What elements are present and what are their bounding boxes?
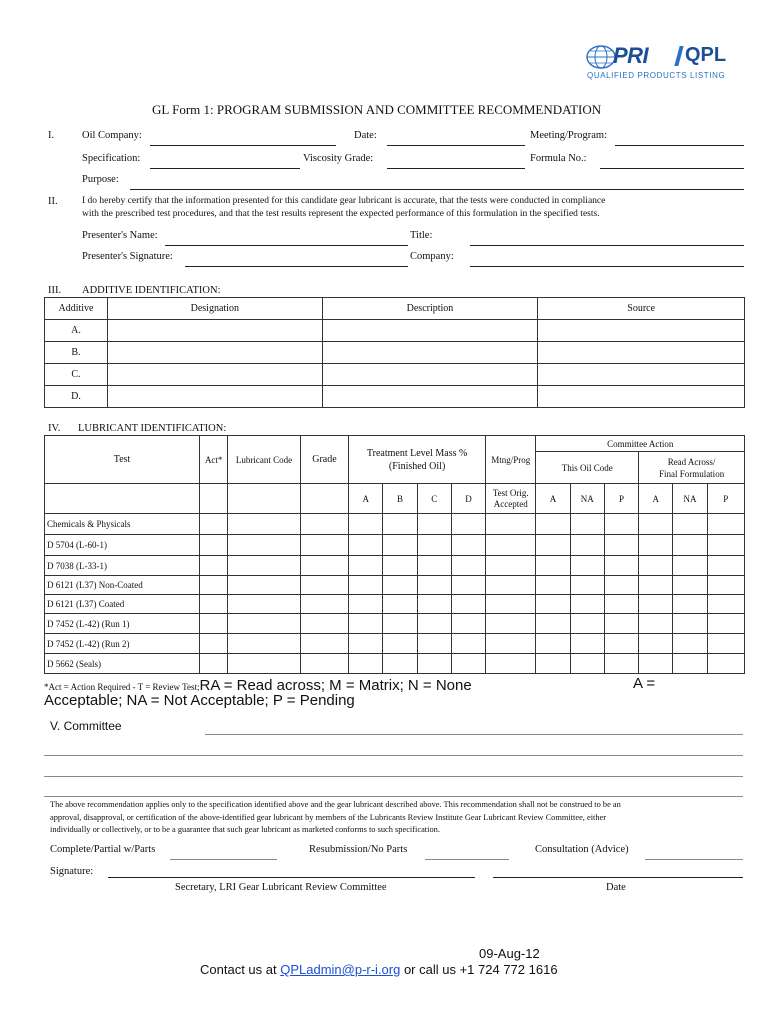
presenters-name-field[interactable] [165, 245, 408, 246]
data-cell[interactable] [536, 614, 570, 634]
data-cell[interactable] [200, 654, 228, 674]
lubricant-code-col-header: Lubricant Code [228, 436, 301, 484]
data-cell[interactable] [451, 634, 485, 654]
read-across-line1: Read Across/ [667, 456, 716, 467]
data-cell[interactable] [228, 576, 301, 595]
logo-brand: PRI [613, 43, 649, 68]
data-cell[interactable] [228, 535, 301, 556]
data-cell[interactable] [570, 595, 604, 614]
data-cell[interactable] [451, 556, 485, 576]
data-cell[interactable] [300, 514, 348, 535]
data-cell[interactable] [349, 514, 383, 535]
data-cell[interactable] [570, 576, 604, 595]
logo-tagline: QUALIFIED PRODUCTS LISTING [587, 71, 726, 80]
data-cell[interactable] [570, 556, 604, 576]
additive-col-header: Additive [45, 298, 108, 320]
additive-row-label: A. [45, 320, 108, 342]
data-cell[interactable] [383, 556, 417, 576]
table-row [45, 634, 745, 654]
data-cell[interactable] [604, 595, 638, 614]
test-name-cell: D 7038 (L-33-1) [45, 556, 200, 576]
signature-label: Signature: [50, 866, 94, 877]
data-cell[interactable] [707, 514, 744, 535]
data-cell[interactable] [383, 514, 417, 535]
data-cell[interactable] [639, 556, 673, 576]
lubricant-rows [45, 514, 745, 674]
data-cell[interactable] [417, 654, 451, 674]
this-oil-code-header: This Oil Code [536, 452, 639, 484]
data-cell[interactable] [639, 614, 673, 634]
designation-cell[interactable] [107, 364, 322, 386]
test-name-cell: D 5662 (Seals) [45, 654, 200, 674]
data-cell[interactable] [451, 654, 485, 674]
data-cell[interactable] [604, 654, 638, 674]
logo-divider [674, 46, 683, 66]
test-name-cell: Chemicals & Physicals [45, 514, 200, 535]
empty-header-cell [300, 484, 348, 514]
empty-header-cell [45, 484, 200, 514]
section-3-numeral: III. [48, 285, 62, 296]
date-caption: Date [606, 882, 626, 893]
data-cell[interactable] [228, 595, 301, 614]
test-name-cell: D 6121 (L37) Non-Coated [45, 576, 200, 595]
data-cell[interactable] [383, 634, 417, 654]
committee-label: V. Committee [50, 719, 122, 733]
data-cell[interactable] [673, 654, 707, 674]
data-cell[interactable] [639, 514, 673, 535]
data-cell[interactable] [383, 595, 417, 614]
designation-cell[interactable] [107, 320, 322, 342]
data-cell[interactable] [486, 576, 536, 595]
disclaimer-line2: approval, disapproval, or certification of the above-identified gear lubricant by members of the Lubricants Review Institute Gear Lubricant Review Committee, either [50, 813, 607, 822]
section-2-numeral: II. [48, 196, 58, 207]
data-cell[interactable] [673, 634, 707, 654]
committee-action-header: Committee Action [536, 436, 745, 452]
meeting-program-label: Meeting/Program: [530, 130, 607, 141]
data-cell[interactable] [200, 576, 228, 595]
this-oil-na-header: NA [570, 484, 604, 514]
data-cell[interactable] [570, 634, 604, 654]
mtng-prog-col-header: Mtng/Prog [486, 436, 536, 484]
viscosity-grade-field[interactable] [387, 168, 525, 169]
consultation-field[interactable] [645, 859, 743, 860]
data-cell[interactable] [300, 654, 348, 674]
footer-contact [200, 962, 558, 977]
contact-suffix: or call us +1 724 772 1616 [400, 962, 558, 977]
contact-email-link[interactable]: QPLadmin@p-r-i.org [280, 962, 401, 977]
lubricant-id-heading: LUBRICANT IDENTIFICATION: [78, 423, 227, 434]
resubmission-field[interactable] [425, 859, 509, 860]
data-cell[interactable] [570, 654, 604, 674]
data-cell[interactable] [604, 614, 638, 634]
source-col-header: Source [538, 298, 745, 320]
data-cell[interactable] [349, 634, 383, 654]
disclaimer-line1: The above recommendation applies only to the specification identified above and the gear lubricant described above. This recommendation shall not be construed to be an [50, 800, 621, 809]
treatment-level-line2: (Finished Oil) [388, 460, 446, 472]
viscosity-grade-label: Viscosity Grade: [303, 153, 374, 164]
data-cell[interactable] [383, 535, 417, 556]
act-col-header: Act* [200, 436, 228, 484]
pri-qpl-logo [585, 43, 745, 83]
table-row [45, 595, 745, 614]
secretary-caption: Secretary, LRI Gear Lubricant Review Committee [175, 882, 387, 893]
data-cell[interactable] [707, 614, 744, 634]
data-cell[interactable] [451, 514, 485, 535]
data-cell[interactable] [300, 614, 348, 634]
data-cell[interactable] [536, 556, 570, 576]
data-cell[interactable] [200, 514, 228, 535]
oil-company-field[interactable] [150, 145, 336, 146]
presenter-title-field[interactable] [470, 245, 744, 246]
data-cell[interactable] [486, 514, 536, 535]
data-cell[interactable] [200, 614, 228, 634]
data-cell[interactable] [417, 535, 451, 556]
data-cell[interactable] [417, 556, 451, 576]
data-cell[interactable] [673, 535, 707, 556]
data-cell[interactable] [707, 634, 744, 654]
table-row [45, 342, 745, 364]
read-across-p-header: P [707, 484, 744, 514]
data-cell[interactable] [200, 535, 228, 556]
data-cell[interactable] [486, 535, 536, 556]
committee-field-line[interactable] [205, 734, 743, 735]
data-cell[interactable] [486, 595, 536, 614]
test-col-header: Test [45, 436, 200, 484]
data-cell[interactable] [673, 576, 707, 595]
data-cell[interactable] [707, 535, 744, 556]
source-cell[interactable] [538, 386, 745, 408]
additive-row-label: B. [45, 342, 108, 364]
complete-partial-field[interactable] [170, 859, 277, 860]
data-cell[interactable] [639, 535, 673, 556]
data-cell[interactable] [486, 556, 536, 576]
data-cell[interactable] [200, 556, 228, 576]
description-col-header: Description [322, 298, 538, 320]
data-cell[interactable] [300, 634, 348, 654]
data-cell[interactable] [300, 576, 348, 595]
presenters-signature-field[interactable] [185, 266, 408, 267]
data-cell[interactable] [417, 576, 451, 595]
presenter-company-field[interactable] [470, 266, 744, 267]
test-orig-line2: Accepted [493, 498, 528, 509]
committee-field-line[interactable] [44, 796, 743, 797]
data-cell[interactable] [486, 654, 536, 674]
data-cell[interactable] [383, 654, 417, 674]
specification-label: Specification: [82, 153, 141, 164]
data-cell[interactable] [707, 654, 744, 674]
lubricant-table [44, 435, 745, 674]
data-cell[interactable] [300, 556, 348, 576]
data-cell[interactable] [451, 595, 485, 614]
contact-prefix: Contact us at [200, 962, 281, 977]
presenters-name-label: Presenter's Name: [82, 230, 158, 241]
data-cell[interactable] [451, 535, 485, 556]
specification-field[interactable] [150, 168, 300, 169]
treatment-level-header [349, 436, 486, 484]
data-cell[interactable] [639, 595, 673, 614]
data-cell[interactable] [673, 595, 707, 614]
data-cell[interactable] [536, 654, 570, 674]
source-cell[interactable] [538, 320, 745, 342]
footer-date: 09-Aug-12 [479, 946, 540, 961]
purpose-label: Purpose: [82, 174, 119, 185]
data-cell[interactable] [228, 654, 301, 674]
legend-line2: Acceptable; NA = Not Acceptable; P = Pending [44, 692, 355, 709]
formula-no-label: Formula No.: [530, 153, 587, 164]
test-orig-accepted-header [486, 484, 536, 514]
data-cell[interactable] [673, 556, 707, 576]
table-row [45, 576, 745, 595]
data-cell[interactable] [604, 576, 638, 595]
formula-no-field[interactable] [600, 168, 744, 169]
table-row [45, 320, 745, 342]
data-cell[interactable] [707, 556, 744, 576]
data-cell[interactable] [486, 614, 536, 634]
data-cell[interactable] [707, 576, 744, 595]
table-row [45, 535, 745, 556]
table-row [45, 386, 745, 408]
signature-field[interactable] [108, 877, 475, 878]
empty-header-cell [200, 484, 228, 514]
complete-partial-label: Complete/Partial w/Parts [50, 844, 156, 855]
additive-id-heading: ADDITIVE IDENTIFICATION: [82, 285, 221, 296]
legend-codes-text: RA = Read across; M = Matrix; N = None [199, 677, 472, 694]
data-cell[interactable] [228, 556, 301, 576]
data-cell[interactable] [300, 535, 348, 556]
description-cell[interactable] [322, 386, 538, 408]
data-cell[interactable] [349, 576, 383, 595]
presenter-company-label: Company: [410, 251, 454, 262]
test-name-cell: D 5704 (L-60-1) [45, 535, 200, 556]
designation-cell[interactable] [107, 342, 322, 364]
read-across-header [639, 452, 745, 484]
description-cell[interactable] [322, 320, 538, 342]
data-cell[interactable] [228, 514, 301, 535]
additive-row-label: C. [45, 364, 108, 386]
data-cell[interactable] [604, 556, 638, 576]
treat-a-header: A [349, 484, 383, 514]
data-cell[interactable] [673, 514, 707, 535]
data-cell[interactable] [570, 535, 604, 556]
data-cell[interactable] [349, 556, 383, 576]
designation-col-header: Designation [107, 298, 322, 320]
data-cell[interactable] [417, 514, 451, 535]
oil-company-label: Oil Company: [82, 130, 142, 141]
presenter-title-label: Title: [410, 230, 433, 241]
data-cell[interactable] [570, 514, 604, 535]
data-cell[interactable] [200, 595, 228, 614]
additive-table [44, 297, 745, 408]
data-cell[interactable] [536, 576, 570, 595]
this-oil-a-header: A [536, 484, 570, 514]
treat-d-header: D [451, 484, 485, 514]
section-4-numeral: IV. [48, 423, 61, 434]
test-name-cell: D 6121 (L37) Coated [45, 595, 200, 614]
data-cell[interactable] [604, 535, 638, 556]
data-cell[interactable] [707, 595, 744, 614]
treat-c-header: C [417, 484, 451, 514]
table-row [45, 654, 745, 674]
data-cell[interactable] [604, 634, 638, 654]
additive-header-row [45, 298, 745, 320]
date-label: Date: [354, 130, 377, 141]
meeting-program-field[interactable] [615, 145, 744, 146]
data-cell[interactable] [673, 614, 707, 634]
data-cell[interactable] [349, 535, 383, 556]
table-row [45, 614, 745, 634]
signature-date-field[interactable] [493, 877, 743, 878]
grade-col-header: Grade [300, 436, 348, 484]
data-cell[interactable] [536, 595, 570, 614]
data-cell[interactable] [639, 634, 673, 654]
disclaimer-line3: individually or collectively, or to be a guarantee that such gear lubricant as marketed conforms to such specification. [50, 825, 440, 834]
table-row [45, 556, 745, 576]
legend-act-text: *Act = Action Required - T = Review Test; [44, 682, 200, 692]
data-cell[interactable] [639, 654, 673, 674]
description-cell[interactable] [322, 342, 538, 364]
committee-field-line[interactable] [44, 776, 743, 777]
purpose-field[interactable] [130, 189, 744, 190]
data-cell[interactable] [536, 634, 570, 654]
data-cell[interactable] [349, 614, 383, 634]
this-oil-p-header: P [604, 484, 638, 514]
section-1-numeral: I. [48, 130, 55, 141]
data-cell[interactable] [228, 614, 301, 634]
data-cell[interactable] [417, 614, 451, 634]
legend-a-text: A = [633, 675, 656, 692]
certify-text-line1: I do hereby certify that the information presented for this candidate gear lubricant is accurate, that the tests were conducted in compliance [82, 196, 606, 206]
empty-header-cell [228, 484, 301, 514]
data-cell[interactable] [349, 595, 383, 614]
treat-b-header: B [383, 484, 417, 514]
data-cell[interactable] [639, 576, 673, 595]
source-cell[interactable] [538, 342, 745, 364]
data-cell[interactable] [383, 576, 417, 595]
data-cell[interactable] [451, 614, 485, 634]
table-row [45, 514, 745, 535]
data-cell[interactable] [228, 634, 301, 654]
data-cell[interactable] [486, 634, 536, 654]
data-cell[interactable] [570, 614, 604, 634]
test-name-cell: D 7452 (L-42) (Run 1) [45, 614, 200, 634]
designation-cell[interactable] [107, 386, 322, 408]
data-cell[interactable] [451, 576, 485, 595]
data-cell[interactable] [417, 634, 451, 654]
table-row [45, 364, 745, 386]
resubmission-label: Resubmission/No Parts [309, 844, 408, 855]
committee-field-line[interactable] [44, 755, 743, 756]
data-cell[interactable] [536, 514, 570, 535]
logo-product: QPL [685, 44, 727, 66]
data-cell[interactable] [349, 654, 383, 674]
form-title: GL Form 1: PROGRAM SUBMISSION AND COMMITTEE RECOMMENDATION [152, 102, 602, 117]
data-cell[interactable] [604, 514, 638, 535]
treatment-level-line1: Treatment Level Mass % [366, 447, 468, 459]
certify-text-line2: with the prescribed test procedures, and that the test results represent the expected performance of this formulation in the specified tests. [82, 209, 600, 219]
read-across-line2: Final Formulation [658, 468, 725, 479]
additive-row-label: D. [45, 386, 108, 408]
presenters-signature-label: Presenter's Signature: [82, 251, 173, 262]
data-cell[interactable] [300, 595, 348, 614]
consultation-label: Consultation (Advice) [535, 844, 629, 855]
data-cell[interactable] [536, 535, 570, 556]
test-orig-line1: Test Orig. [492, 487, 529, 498]
read-across-na-header: NA [673, 484, 707, 514]
data-cell[interactable] [200, 634, 228, 654]
date-field[interactable] [387, 145, 525, 146]
read-across-a-header: A [639, 484, 673, 514]
data-cell[interactable] [417, 595, 451, 614]
source-cell[interactable] [538, 364, 745, 386]
data-cell[interactable] [383, 614, 417, 634]
test-name-cell: D 7452 (L-42) (Run 2) [45, 634, 200, 654]
description-cell[interactable] [322, 364, 538, 386]
